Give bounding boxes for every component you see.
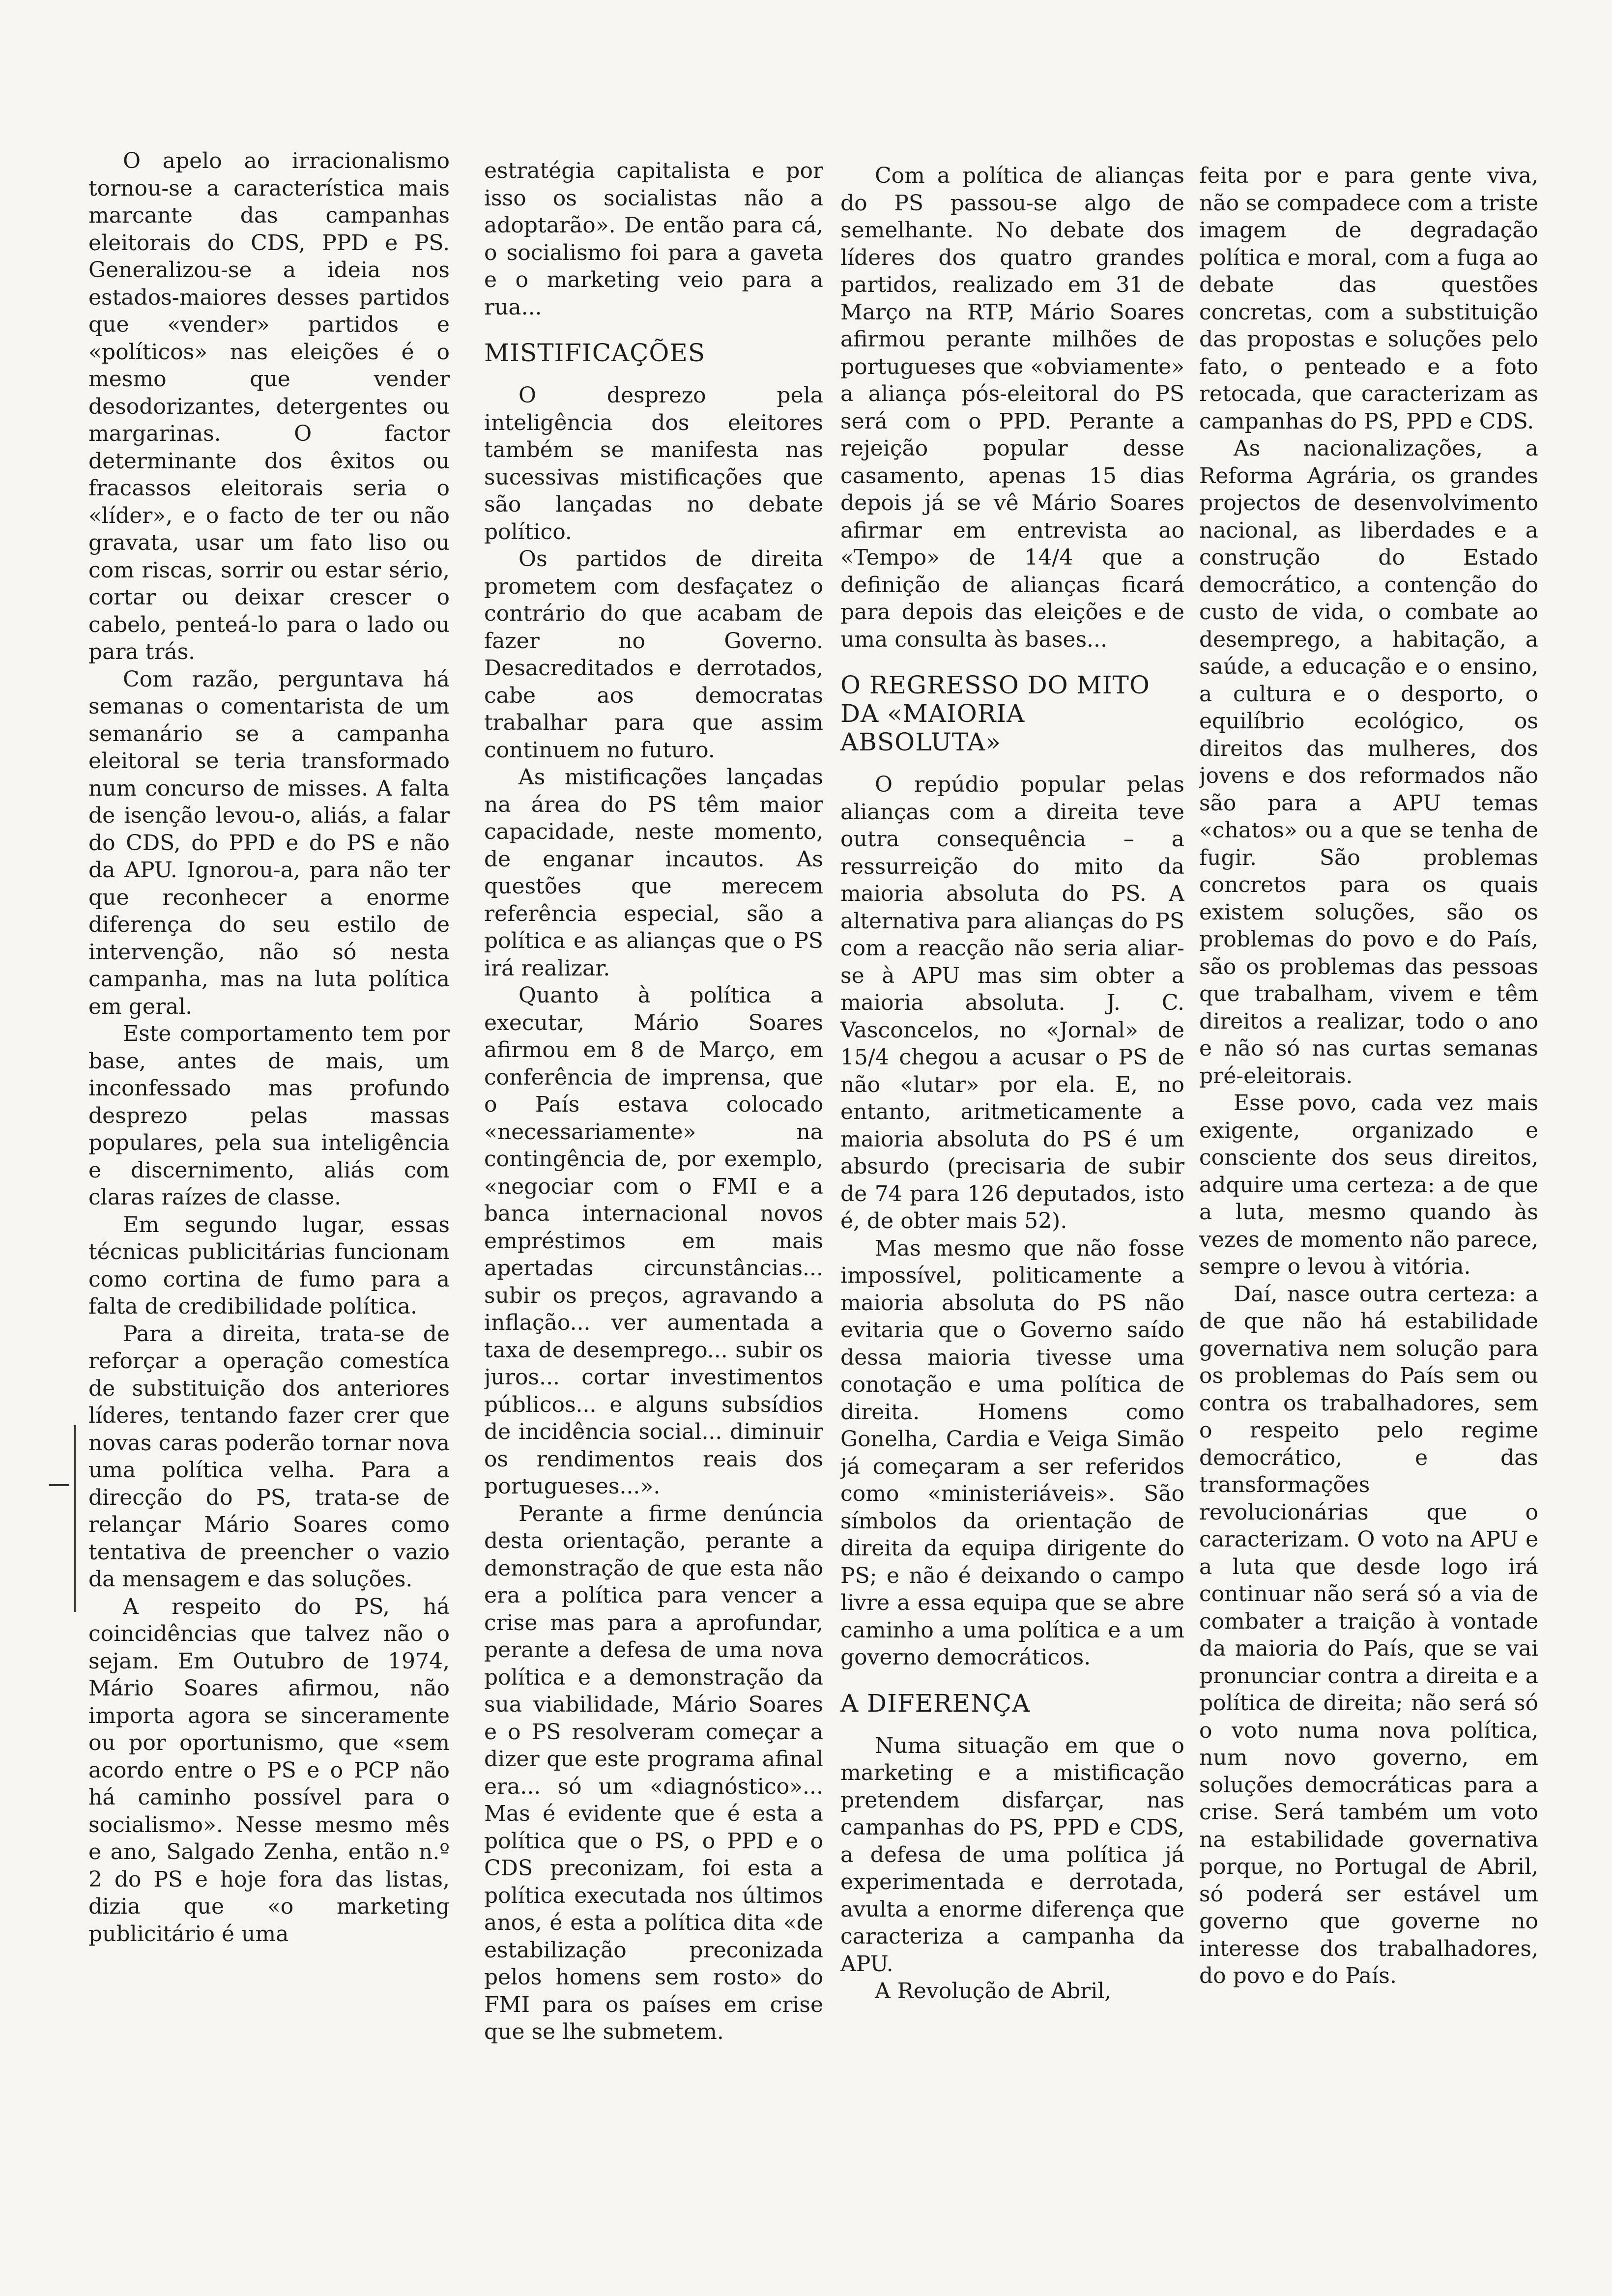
paragraph: Em segundo lugar, essas técnicas publicitárias funcionam como cortina de fumo para a falta de credibilidade política.: [88, 1212, 450, 1319]
margin-rule: [74, 1425, 76, 1612]
column-2: [484, 157, 823, 2261]
paragraph: feita por e para gente viva, não se compadece com a triste imagem de degradação política e moral, com a fuga ao debate das questões concretas, com a substituição das propostas e soluções pelo fato, o penteado e a foto retocada, que caracterizam as campanhas do PS, PPD e CDS.: [1199, 163, 1538, 434]
paragraph: A Revolução de Abril,: [875, 1979, 1112, 2004]
paragraph: O repúdio popular pelas alianças com a direita teve outra consequência – a ressurreição do mito da maioria absoluta do PS. A alternativa para alianças do PS com a reacção não seria aliar-se à APU mas sim obter a maioria absoluta. J. C. Vasconcelos, no «Jornal» de 15/4 chegou a acusar o PS de não «lutar» por ela. E, no entanto, aritmeticamente a maioria absoluta do PS é um absurdo (precisaria de subir de 74 para 126 deputados, isto é, de obter mais 52).: [840, 772, 1184, 1234]
paragraph: O desprezo pela inteligência dos eleitores também se manifesta nas sucessivas mistificações que são lançadas no debate político.: [484, 383, 823, 545]
paragraph: Numa situação em que o marketing e a mistificação pretendem disfarçar, nas campanhas do PS, PPD e CDS, a defesa de uma política já experimentada e derrotada, avulta a enorme diferença que caracteriza a campanha da APU.: [840, 1733, 1184, 1977]
paragraph: Quanto à política a executar, Mário Soares afirmou em 8 de Março, em conferência de imprensa, que o País estava colocado «necessariamente» na contingência de, por exemplo, «negociar com o FMI e a banca internacional novos empréstimos em mais apertadas circunstâncias... subir os preços, agravando a inflação... ver aumentada a taxa de desemprego... subir os juros... cortar investimentos públicos... e alguns subsídios de incidência social... diminuir os rendimentos reais dos portugueses...».: [484, 983, 823, 1499]
section-heading: A DIFERENÇA: [840, 1689, 1031, 1718]
paragraph: Para a direita, trata-se de reforçar a operação comestíca de substituição dos anteriores líderes, tentando fazer crer que novas caras poderão tornar nova uma política velha. Para a direcção do PS, trata-se de relançar Mário Soares como tentativa de preencher o vazio da mensagem e das soluções.: [88, 1321, 450, 1592]
paragraph: As mistificações lançadas na área do PS têm maior capacidade, neste momento, de enganar incautos. As questões que merecem referência especial, são a política e as alianças que o PS irá realizar.: [484, 765, 823, 981]
margin-tick: [49, 1484, 69, 1486]
paragraph: Com razão, perguntava há semanas o comentarista de um semanário se a campanha eleitoral se teria transformado num concurso de misses. A falta de isenção levou-o, aliás, a falar do CDS, do PPD e do PS e não da APU. Ignorou-a, para não ter que reconhecer a enorme diferença do seu estilo de intervenção, não só nesta campanha, mas na luta política em geral.: [88, 666, 450, 1019]
paragraph: Daí, nasce outra certeza: a de que não há estabilidade governativa nem solução para os problemas do País sem ou contra os trabalhadores, sem o respeito pelo regime democrático, e das transformações revolucionárias que o caracterizam. O voto na APU e a luta que desde logo irá continuar não será só a via de combater a traição à vontade da maioria do País, que se vai pronunciar contra a direita e a política de direita; não será só o voto numa nova política, num novo governo, em soluções democráticas para a crise. Será também um voto na estabilidade governativa porque, no Portugal de Abril, só poderá ser estável um governo que governe no interesse dos trabalhadores, do povo e do País.: [1199, 1281, 1538, 1988]
paragraph: estratégia capitalista e por isso os socialistas não a adoptarão». De então para cá, o socialismo foi para a gaveta e o marketing veio para a rua...: [484, 158, 823, 320]
paragraph: Esse povo, cada vez mais exigente, organizado e consciente dos seus direitos, adquire uma certeza: a de que a luta, mesmo quando às vezes de momento não parece, sempre o levou à vitória.: [1199, 1091, 1538, 1279]
section-heading: MISTIFICAÇÕES: [484, 339, 706, 367]
column-1: [88, 147, 450, 2251]
section-heading: O REGRESSO DO MITO DA «MAIORIA ABSOLUTA»: [840, 671, 1150, 756]
paragraph: As nacionalizações, a Reforma Agrária, os grandes projectos de desenvolvimento nacional, as liberdades e a construção do Estado democrático, a contenção do custo de vida, o combate ao desemprego, a habitação, a saúde, a educação e o ensino, a cultura e o desporto, o equilíbrio ecológico, os direitos das mulheres, dos jovens e dos reformados não são para a APU temas «chatos» ou a que se tenha de fugir. São problemas concretos para os quais existem soluções, são os problemas do povo e do País, são os problemas das pessoas que trabalham, vivem e têm direitos a realizar, todo o ano e não só nas curtas semanas pré-eleitorais.: [1199, 436, 1538, 1089]
paragraph: Os partidos de direita prometem com desfaçatez o contrário do que acabam de fazer no Governo. Desacreditados e derrotados, cabe aos democratas trabalhar para que assim continuem no futuro.: [484, 546, 823, 763]
column-4: [1199, 162, 1538, 2266]
paragraph: Com a política de alianças do PS passou-se algo de semelhante. No debate dos líderes dos quatro grandes partidos, realizado em 31 de Março na RTP, Mário Soares afirmou perante milhões de portugueses que «obviamente» a aliança pós-eleitoral do PS será com o PPD. Perante a rejeição popular desse casamento, apenas 15 dias depois já se vê Mário Soares afirmar em entrevista ao «Tempo» de 14/4 que a definição de alianças ficará para depois das eleições e de uma consulta às bases...: [840, 163, 1184, 652]
paragraph: O apelo ao irracionalismo tornou-se a característica mais marcante das campanhas eleitorais do CDS, PPD e PS. Generalizou-se a ideia nos estados-maiores desses partidos que «vender» partidos e «políticos» nas eleições é o mesmo que vender desodorizantes, detergentes ou margarinas. O factor determinante dos êxitos ou fracassos eleitorais seria o «líder», e o facto de ter ou não gravata, usar um fato liso ou com riscas, sorrir ou estar sério, cortar ou deixar crescer o cabelo, penteá-lo para o lado ou para trás.: [88, 148, 450, 664]
paragraph: Este comportamento tem por base, antes de mais, um inconfessado mas profundo desprezo pelas massas populares, pela sua inteligência e discernimento, aliás com claras raízes de classe.: [88, 1021, 450, 1210]
paragraph: A respeito do PS, há coincidências que talvez não o sejam. Em Outubro de 1974, Mário Soares afirmou, não importa agora se sinceramente ou por oportunismo, que «sem acordo entre o PS e o PCP não há caminho possível para o socialismo». Nesse mesmo mês e ano, Salgado Zenha, então n.º 2 do PS e hoje fora das listas, dizia que «o marketing publicitário é uma: [88, 1594, 450, 1947]
paragraph: Mas mesmo que não fosse impossível, politicamente a maioria absoluta do PS não evitaria que o Governo saído dessa maioria tivesse uma conotação e uma política de direita. Homens como Gonelha, Cardia e Veiga Simão já começaram a ser referidos como «ministeriáveis». São símbolos da orientação de direita da equipa dirigente do PS; e não é deixando o campo livre a essa equipa que se abre caminho a uma política e a um governo democráticos.: [840, 1235, 1184, 1670]
paragraph: Perante a firme denúncia desta orientação, perante a demonstração de que esta não era a política para vencer a crise mas para a aprofundar, perante a defesa de uma nova política e a demonstração da sua viabilidade, Mário Soares e o PS resolveram começar a dizer que este programa afinal era... só um «diagnóstico»... Mas é evidente que é esta a política que o PS, o PPD e o CDS preconizam, foi esta a política executada nos últimos anos, é esta a política dita «de estabilização preconizada pelos homens sem rosto» do FMI para os países em crise que se lhe submetem.: [484, 1501, 823, 2044]
column-3: [840, 162, 1184, 2266]
